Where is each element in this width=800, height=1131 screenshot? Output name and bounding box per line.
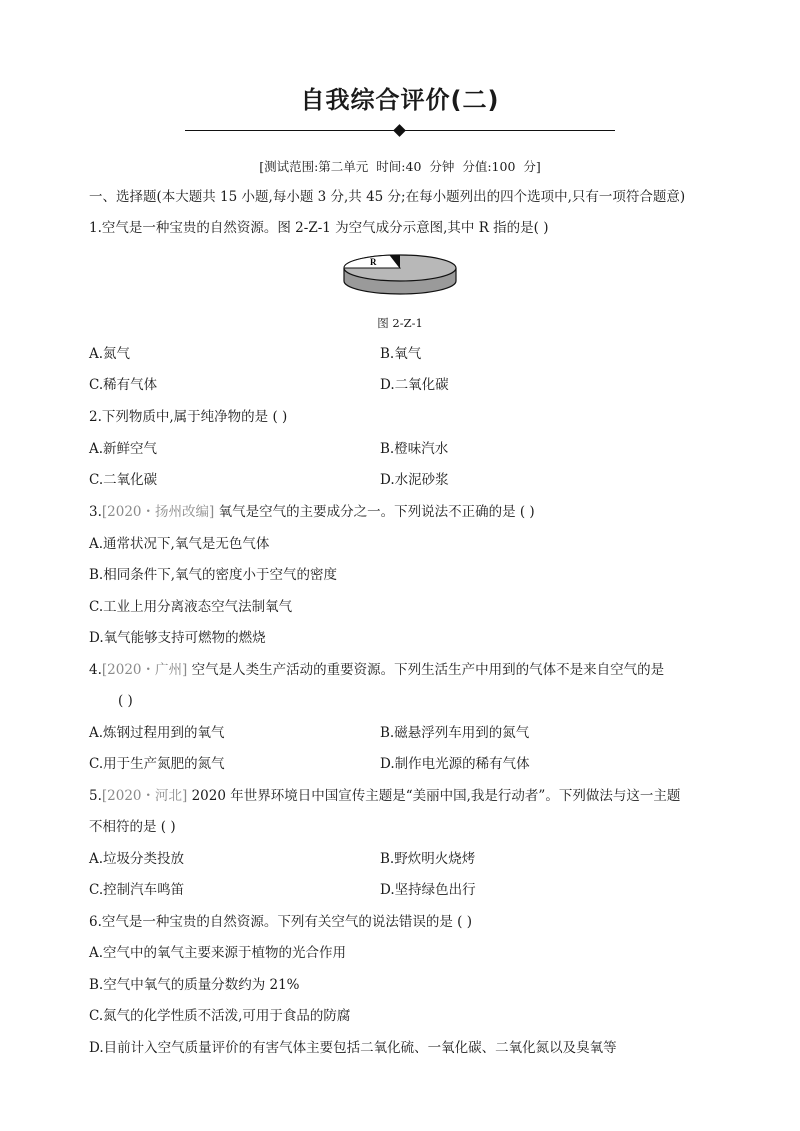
q5-option-c: C.控制汽车鸣笛 bbox=[89, 882, 185, 898]
q4-number: 4. bbox=[89, 662, 102, 678]
q4-option-b: B.磁悬浮列车用到的氮气 bbox=[380, 725, 530, 741]
q2-option-d: D.水泥砂浆 bbox=[380, 472, 449, 488]
test-range-info: [测试范围:第二单元 时间:40 分钟 分值:100 分] bbox=[259, 159, 541, 174]
page-title: 自我综合评价(二) bbox=[300, 86, 500, 114]
q1-option-a: A.氮气 bbox=[89, 346, 131, 362]
question-6-stem: 6.空气是一种宝贵的自然资源。下列有关空气的说法错误的是 ( ) bbox=[89, 914, 472, 930]
q6-option-a: A.空气中的氧气主要来源于植物的光合作用 bbox=[89, 945, 347, 961]
divider-diamond-icon bbox=[393, 124, 406, 137]
q4-answer-bracket: ( ) bbox=[118, 693, 133, 709]
q1-option-b: B.氧气 bbox=[380, 346, 422, 362]
q5-option-d: D.坚持绿色出行 bbox=[380, 882, 476, 898]
q5-number: 5. bbox=[89, 788, 102, 804]
q1-option-c: C.稀有气体 bbox=[89, 377, 158, 393]
q3-option-a: A.通常状况下,氧气是无色气体 bbox=[89, 536, 270, 552]
section-heading: 一、选择题(本大题共 15 小题,每小题 3 分,共 45 分;在每小题列出的四个选项中,只有一项符合题意) bbox=[89, 189, 686, 205]
air-composition-figure bbox=[340, 250, 460, 300]
question-5-stem-cont: 不相符的是 ( ) bbox=[89, 819, 176, 835]
q5-text: 2020 年世界环境日中国宣传主题是“美丽中国,我是行动者”。下列做法与这一主题 bbox=[187, 788, 681, 804]
question-1-stem: 1.空气是一种宝贵的自然资源。图 2-Z-1 为空气成分示意图,其中 R 指的是( ) bbox=[89, 220, 549, 236]
q6-option-c: C.氮气的化学性质不活泼,可用于食品的防腐 bbox=[89, 1008, 351, 1024]
q4-option-d: D.制作电光源的稀有气体 bbox=[380, 756, 530, 772]
q5-source: [2020・河北] bbox=[101, 788, 188, 804]
q3-option-b: B.相同条件下,氧气的密度小于空气的密度 bbox=[89, 567, 338, 583]
q3-text: 氧气是空气的主要成分之一。下列说法不正确的是 ( ) bbox=[214, 504, 535, 520]
q2-option-a: A.新鲜空气 bbox=[89, 441, 158, 457]
question-2-stem: 2.下列物质中,属于纯净物的是 ( ) bbox=[89, 409, 288, 425]
q5-option-b: B.野炊明火烧烤 bbox=[380, 851, 476, 867]
slice-r-label: R bbox=[370, 257, 377, 267]
q4-option-c: C.用于生产氮肥的氮气 bbox=[89, 756, 225, 772]
q3-number: 3. bbox=[89, 504, 102, 520]
q2-option-b: B.橙味汽水 bbox=[380, 441, 449, 457]
figure-caption: 图 2-Z-1 bbox=[377, 316, 423, 330]
question-3-stem bbox=[89, 503, 535, 521]
q3-source: [2020・扬州改编] bbox=[101, 504, 215, 520]
question-4-stem bbox=[89, 661, 664, 679]
q6-option-d: D.目前计入空气质量评价的有害气体主要包括二氧化硫、一氧化碳、二氧化氮以及臭氧等 bbox=[89, 1040, 617, 1056]
q4-text: 空气是人类生产活动的重要资源。下列生活生产中用到的气体不是来自空气的是 bbox=[187, 662, 665, 678]
q1-option-d: D.二氧化碳 bbox=[380, 377, 449, 393]
question-5-stem bbox=[89, 787, 680, 805]
q6-option-b: B.空气中氧气的质量分数约为 21% bbox=[89, 977, 300, 993]
q3-option-c: C.工业上用分离液态空气法制氧气 bbox=[89, 599, 293, 615]
q3-option-d: D.氧气能够支持可燃物的燃烧 bbox=[89, 630, 266, 646]
q4-option-a: A.炼钢过程用到的氧气 bbox=[89, 725, 225, 741]
q4-source: [2020・广州] bbox=[101, 662, 188, 678]
q2-option-c: C.二氧化碳 bbox=[89, 472, 158, 488]
q5-option-a: A.垃圾分类投放 bbox=[89, 851, 185, 867]
